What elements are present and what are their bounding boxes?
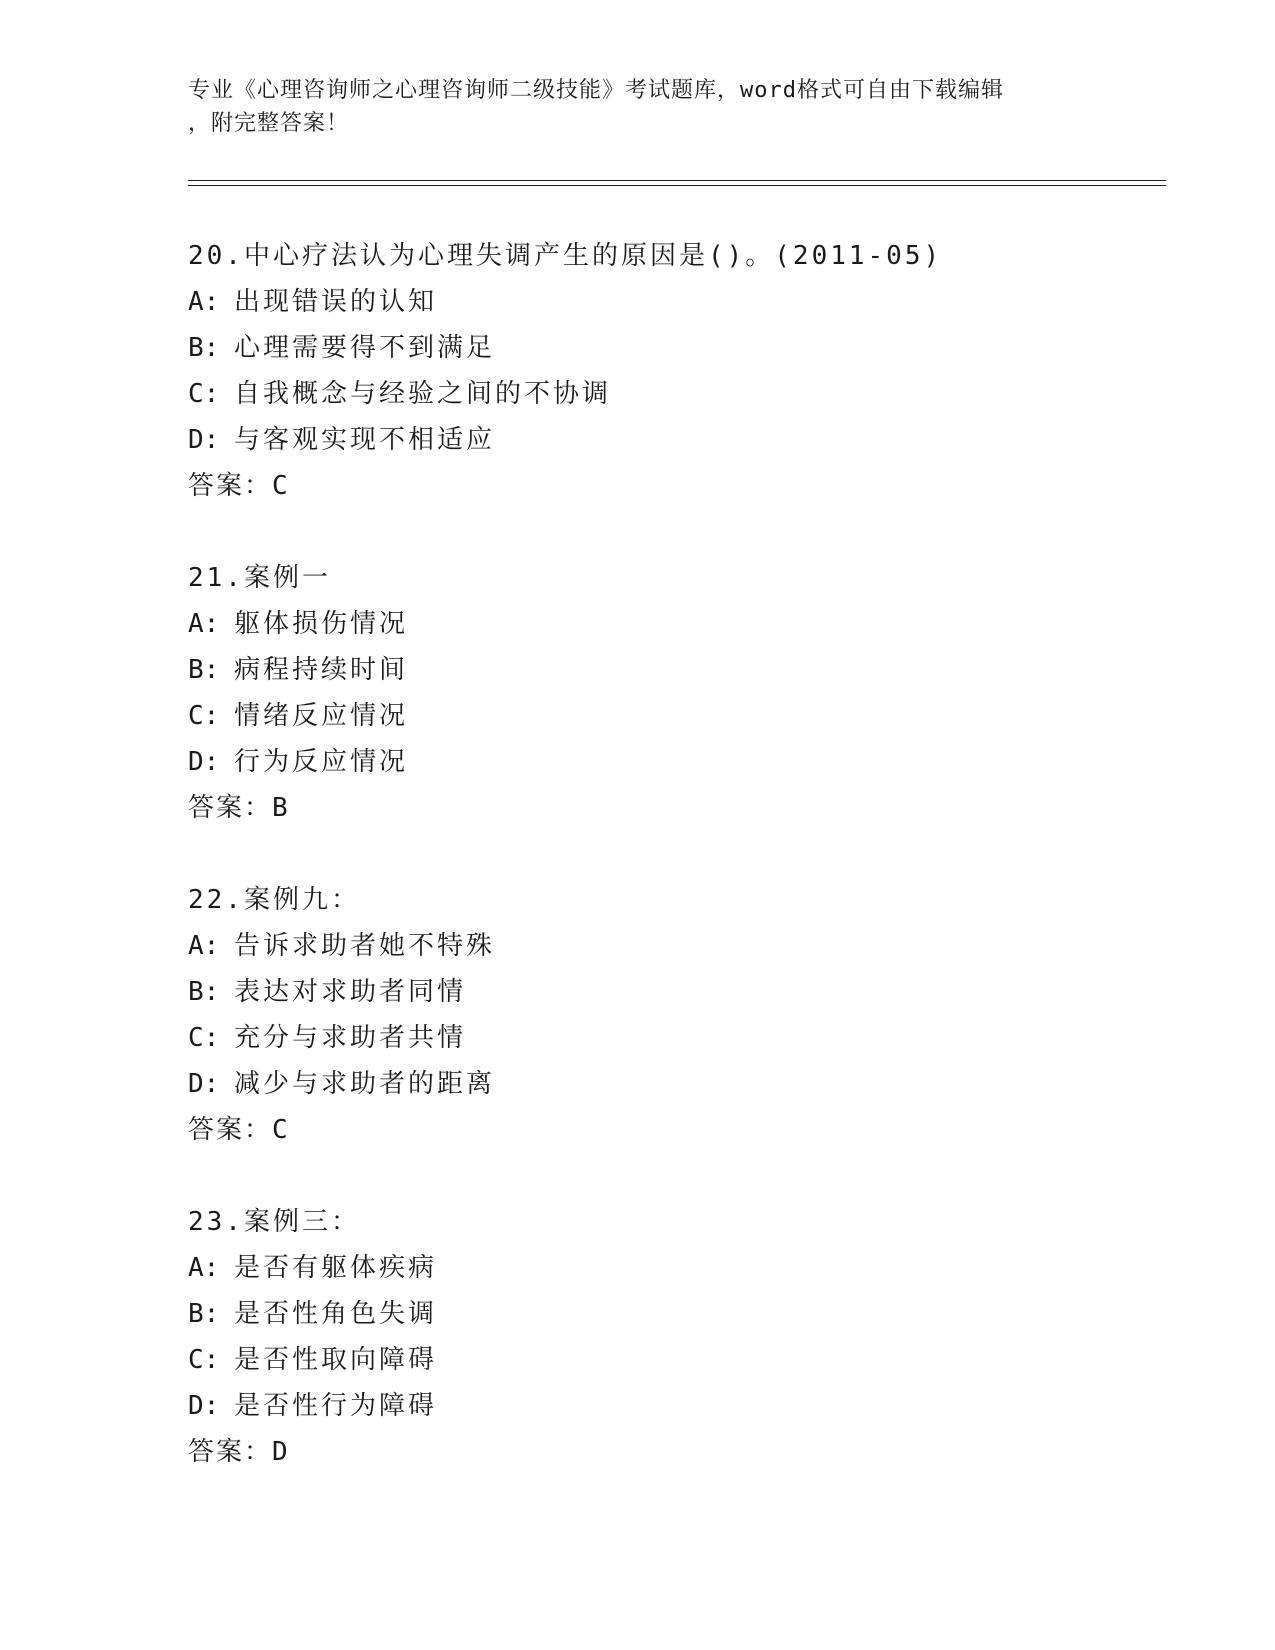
question-block [188,233,1138,509]
option-letter: D: [188,747,220,777]
option-text: 减少与求助者的距离 [234,1069,496,1099]
answer-label: 答案： [188,1437,273,1467]
answer-value: C [272,471,290,501]
answer-label: 答案： [188,793,273,823]
option-letter: D: [188,1391,220,1421]
option-b [188,647,1138,693]
option-a [188,1245,1138,1291]
answer-value: C [272,1115,290,1145]
question-block [188,555,1138,831]
option-c [188,693,1138,739]
answer-label: 答案： [188,1115,273,1145]
option-c [188,1337,1138,1383]
option-letter: D: [188,425,220,455]
question-block [188,877,1138,1153]
option-b [188,1291,1138,1337]
question-title: 21.案例一 [188,563,331,593]
question-title: 20.中心疗法认为心理失调产生的原因是()。(2011-05) [188,241,943,271]
option-text: 表达对求助者同情 [234,977,467,1007]
option-letter: A: [188,609,220,639]
option-a [188,279,1138,325]
header-line-1: 专业《心理咨询师之心理咨询师二级技能》考试题库，word格式可自由下载编辑 [188,78,1004,103]
option-letter: A: [188,1253,220,1283]
option-letter: B: [188,333,220,363]
option-text: 是否性角色失调 [234,1299,438,1329]
option-text: 心理需要得不到满足 [234,333,496,363]
answer-value: B [272,793,290,823]
option-text: 是否性行为障碍 [234,1391,438,1421]
option-letter: B: [188,977,220,1007]
question-block [188,1199,1138,1475]
answer-line [188,785,1138,831]
option-b [188,325,1138,371]
option-text: 充分与求助者共情 [234,1023,467,1053]
option-a [188,923,1138,969]
option-c [188,1015,1138,1061]
option-text: 情绪反应情况 [234,701,409,731]
answer-value: D [272,1437,290,1467]
option-text: 行为反应情况 [234,747,409,777]
header-line-2: ，附完整答案！ [188,111,350,136]
option-text: 躯体损伤情况 [234,609,409,639]
option-text: 出现错误的认知 [234,287,438,317]
option-d [188,1061,1138,1107]
option-letter: C: [188,379,220,409]
answer-line [188,463,1138,509]
option-letter: C: [188,1345,220,1375]
option-text: 病程持续时间 [234,655,409,685]
option-letter: A: [188,931,220,961]
option-a [188,601,1138,647]
question-title: 22.案例九： [188,885,360,915]
option-text: 是否有躯体疾病 [234,1253,438,1283]
option-letter: C: [188,1023,220,1053]
header-divider-top [188,180,1166,181]
option-text: 告诉求助者她不特殊 [234,931,496,961]
option-letter: B: [188,1299,220,1329]
answer-line [188,1107,1138,1153]
option-letter: D: [188,1069,220,1099]
question-title: 23.案例三： [188,1207,360,1237]
option-letter: C: [188,701,220,731]
option-b [188,969,1138,1015]
header-divider-bottom [188,185,1166,186]
option-d [188,1383,1138,1429]
option-text: 与客观实现不相适应 [234,425,496,455]
answer-label: 答案： [188,471,273,501]
option-d [188,739,1138,785]
option-letter: A: [188,287,220,317]
document-header [188,74,1068,140]
option-text: 是否性取向障碍 [234,1345,438,1375]
option-text: 自我概念与经验之间的不协调 [234,379,612,409]
answer-line [188,1429,1138,1475]
option-d [188,417,1138,463]
option-c [188,371,1138,417]
option-letter: B: [188,655,220,685]
